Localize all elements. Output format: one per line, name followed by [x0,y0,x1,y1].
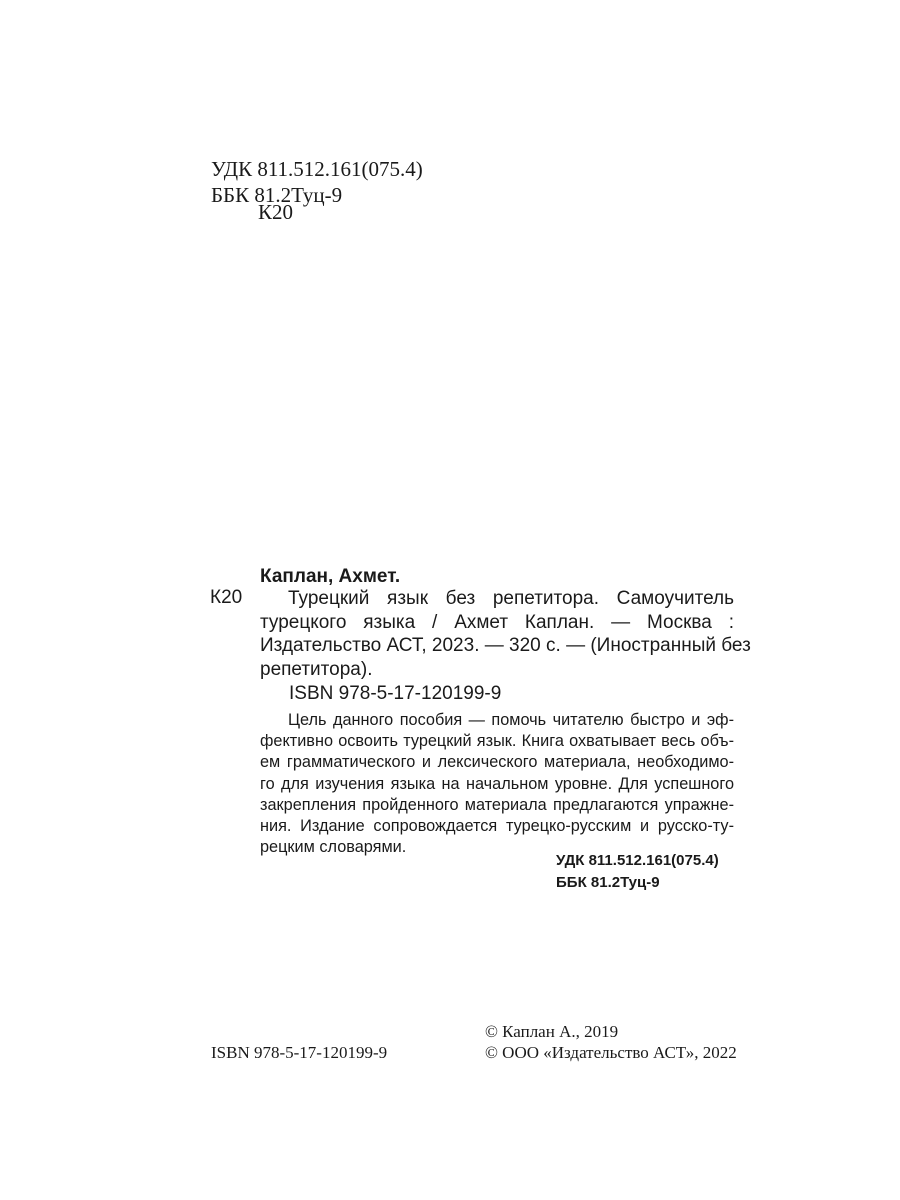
footer-isbn: ISBN 978-5-17-120199-9 [211,1043,388,1062]
description-line: репетитора). [260,658,373,680]
author-mark: К20 [258,200,294,224]
record-author: Каплан, Ахмет. [260,566,401,587]
record-author-mark: К20 [210,587,243,608]
udk-code-bold: УДК 811.512.161(075.4) [556,852,719,869]
udk-code: УДК 811.512.161(075.4) [211,157,423,181]
description-line: Издательство АСТ, 2023. — 320 с. — (Иностранный без [260,635,751,656]
copyright-author: © Каплан А., 2019 [485,1022,619,1041]
annotation-line: закрепления пройденного материала предлагаются упражне- [260,795,734,814]
description-line: турецкого языка / Ахмет Каплан. — Москва : [260,611,734,633]
bbk-code: ББК 81.2Туц-9 [211,183,343,207]
annotation-line: ем грамматического и лексического материала, необходимо- [260,753,734,772]
annotation-line: фективно освоить турецкий язык. Книга охватывает весь объ- [260,732,734,751]
copyright-publisher: © ООО «Издательство АСТ», 2022 [485,1043,737,1062]
record-isbn: ISBN 978-5-17-120199-9 [289,683,502,704]
annotation-line: ния. Издание сопровождается турецко-русским и русско-ту- [260,817,734,836]
annotation [260,710,734,858]
annotation-line: рецким словарями. [260,838,407,857]
description-line: Турецкий язык без репетитора. Самоучитель [288,588,734,609]
bibliographic-description [260,587,751,681]
annotation-line: Цель данного пособия — помочь читателю быстро и эф- [288,711,734,729]
annotation-line: го для изучения языка на начальном уровне. Для успешного [260,774,734,793]
bbk-code-bold: ББК 81.2Туц-9 [556,874,660,891]
